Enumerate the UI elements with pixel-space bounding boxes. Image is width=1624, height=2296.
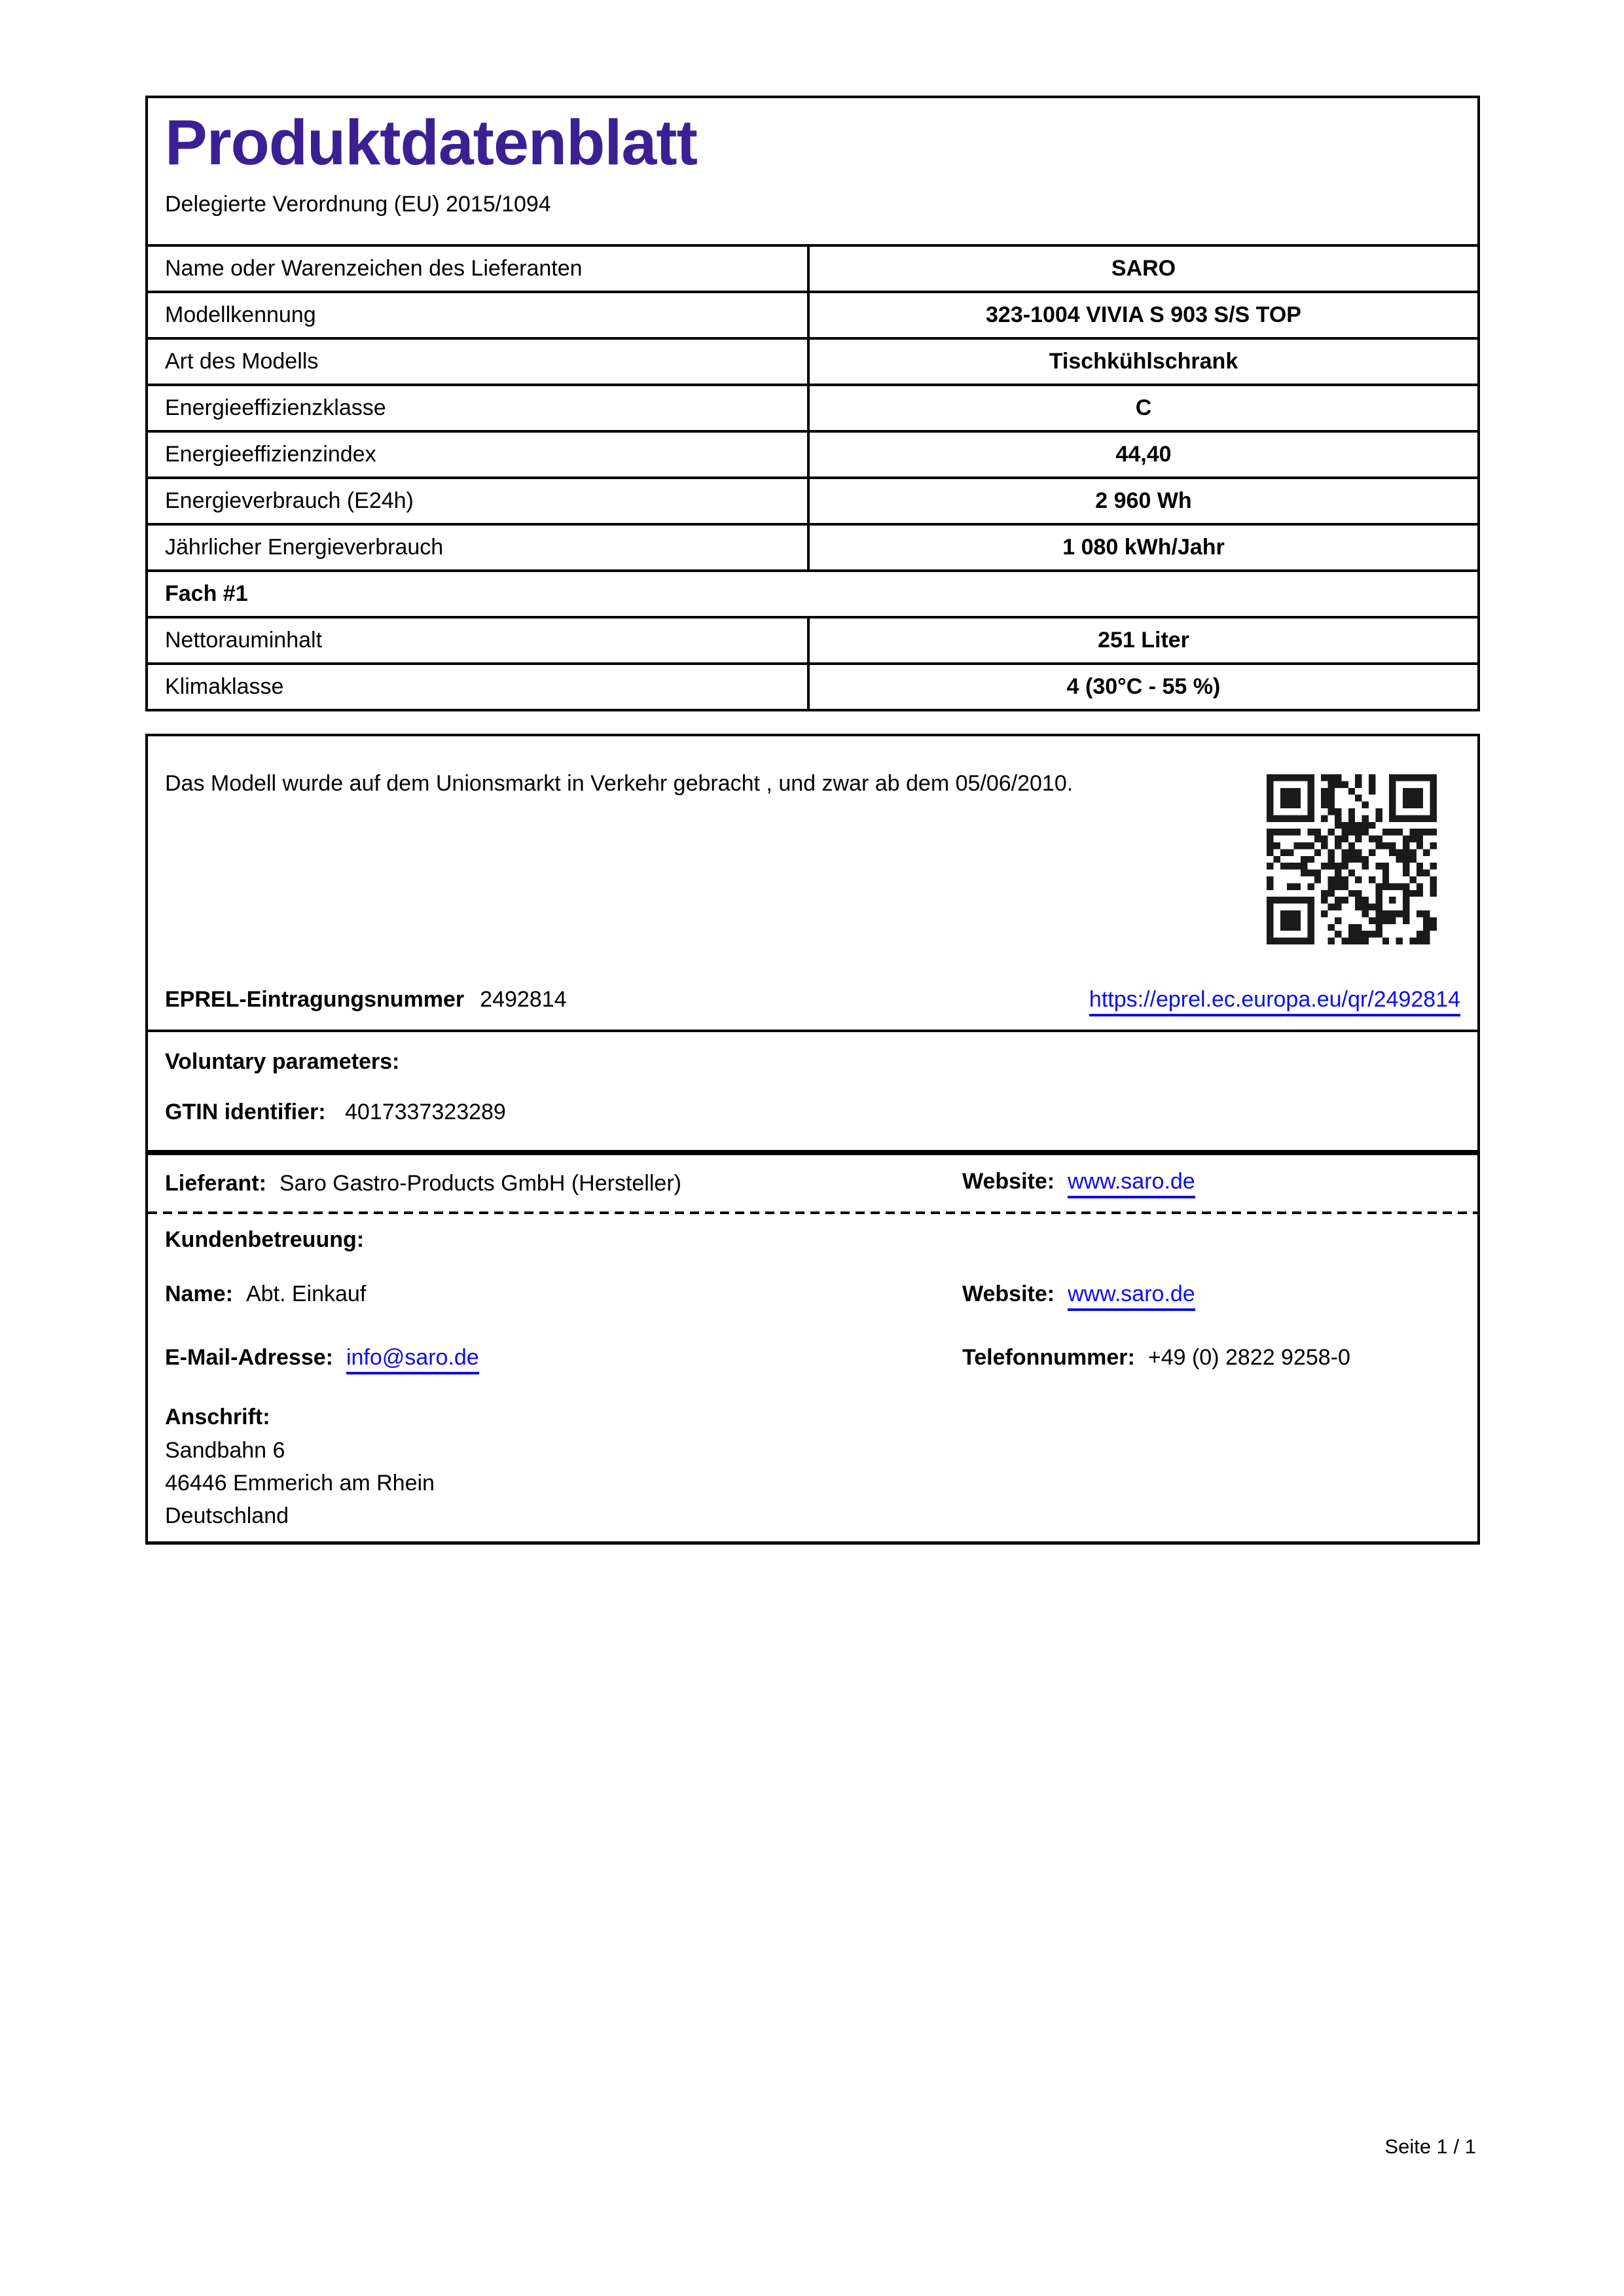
supplier-website-link[interactable]: www.saro.de	[1068, 1169, 1195, 1198]
gtin-label: GTIN identifier:	[165, 1100, 326, 1124]
table-row-net-volume	[148, 616, 1477, 662]
row-label: Energieeffizienzindex	[148, 433, 810, 476]
row-value: 1 080 kWh/Jahr	[1062, 535, 1225, 560]
page-number: Seite 1 / 1	[1384, 2135, 1476, 2158]
website-label: Website:	[962, 1282, 1055, 1306]
name-label: Name:	[165, 1282, 233, 1306]
row-value: 4 (30°C - 55 %)	[1066, 674, 1221, 699]
table-row-model-type	[148, 337, 1477, 384]
support-phone-cell	[962, 1345, 1460, 1371]
market-placement-text: Das Modell wurde auf dem Unionsmarkt in Verkehr gebracht , und zwar ab dem 05/06/2010.	[165, 771, 1074, 796]
row-label: Jährlicher Energieverbrauch	[148, 526, 810, 569]
eprel-number-label: EPREL-Eintragungsnummer	[165, 987, 465, 1012]
table-row-climate-class	[148, 662, 1477, 709]
address-line-street: Sandbahn 6	[165, 1438, 285, 1463]
voluntary-parameters-section	[148, 1032, 1477, 1150]
table-row-supplier-name	[148, 244, 1477, 291]
address-lines	[165, 1434, 1460, 1532]
address-line-city: 46446 Emmerich am Rhein	[165, 1471, 435, 1496]
eprel-qr-link[interactable]: https://eprel.ec.europa.eu/qr/2492814	[1089, 987, 1460, 1016]
table-row-annual-energy	[148, 523, 1477, 569]
title-block	[148, 98, 1477, 244]
row-label: Energieeffizienzklasse	[148, 386, 810, 430]
address-line-country: Deutschland	[165, 1503, 289, 1528]
voluntary-heading: Voluntary parameters:	[165, 1049, 400, 1074]
row-label: Nettorauminhalt	[148, 619, 810, 662]
phone-value: +49 (0) 2822 9258-0	[1147, 1345, 1350, 1370]
qr-code-icon	[1267, 774, 1437, 944]
row-value: 44,40	[1115, 442, 1172, 467]
supplier-value: Saro Gastro-Products GmbH (Hersteller)	[279, 1170, 681, 1196]
supplier-cell	[165, 1171, 962, 1196]
document-content	[145, 0, 1480, 1545]
support-name-cell	[165, 1282, 962, 1307]
row-label: Art des Modells	[148, 340, 810, 384]
supplier-row	[148, 1155, 1477, 1211]
contact-box	[145, 1153, 1480, 1545]
gtin-line	[165, 1100, 1460, 1125]
table-section-compartment-1	[148, 569, 1477, 616]
name-value: Abt. Einkauf	[245, 1282, 367, 1306]
regulation-subtitle: Delegierte Verordnung (EU) 2015/1094	[165, 191, 551, 217]
row-value: Tischkühlschrank	[1049, 349, 1238, 374]
customer-support-block	[148, 1214, 1477, 1541]
website-label: Website:	[962, 1168, 1055, 1194]
row-label: Energieverbrauch (E24h)	[148, 479, 810, 523]
row-label: Klimaklasse	[148, 665, 810, 709]
gtin-value: 4017337323289	[345, 1100, 506, 1124]
spec-table-box	[145, 96, 1480, 711]
page-title: Produktdatenblatt	[165, 107, 697, 178]
row-value: C	[1135, 395, 1152, 420]
address-label: Anschrift:	[165, 1405, 270, 1429]
support-website-link[interactable]: www.saro.de	[1068, 1282, 1195, 1311]
section-label: Fach #1	[165, 581, 248, 606]
support-email-link[interactable]: info@saro.de	[346, 1345, 479, 1374]
eprel-number-row	[165, 987, 1460, 1016]
support-website-cell	[962, 1282, 1460, 1311]
row-label: Modellkennung	[148, 293, 810, 337]
supplier-label: Lieferant:	[165, 1170, 266, 1196]
eprel-number-value: 2492814	[480, 987, 567, 1012]
support-email-cell	[165, 1345, 962, 1374]
table-row-energy-consumption-24h	[148, 476, 1477, 523]
phone-label: Telefonnummer:	[962, 1345, 1135, 1370]
supplier-website-cell	[962, 1169, 1477, 1198]
eprel-box	[145, 734, 1480, 1153]
table-row-model-id	[148, 291, 1477, 337]
support-heading: Kundenbetreuung:	[165, 1227, 365, 1252]
table-row-energy-class	[148, 384, 1477, 430]
row-value: 2 960 Wh	[1095, 488, 1192, 513]
row-value: 323-1004 VIVIA S 903 S/S TOP	[986, 302, 1301, 327]
row-label: Name oder Warenzeichen des Lieferanten	[148, 247, 810, 291]
email-label: E-Mail-Adresse:	[165, 1345, 333, 1370]
table-row-energy-index	[148, 430, 1477, 476]
row-value: 251 Liter	[1098, 628, 1189, 653]
row-value: SARO	[1111, 256, 1176, 281]
eprel-section	[148, 736, 1477, 1032]
support-email-row	[165, 1345, 1460, 1374]
support-name-row	[165, 1282, 1460, 1311]
